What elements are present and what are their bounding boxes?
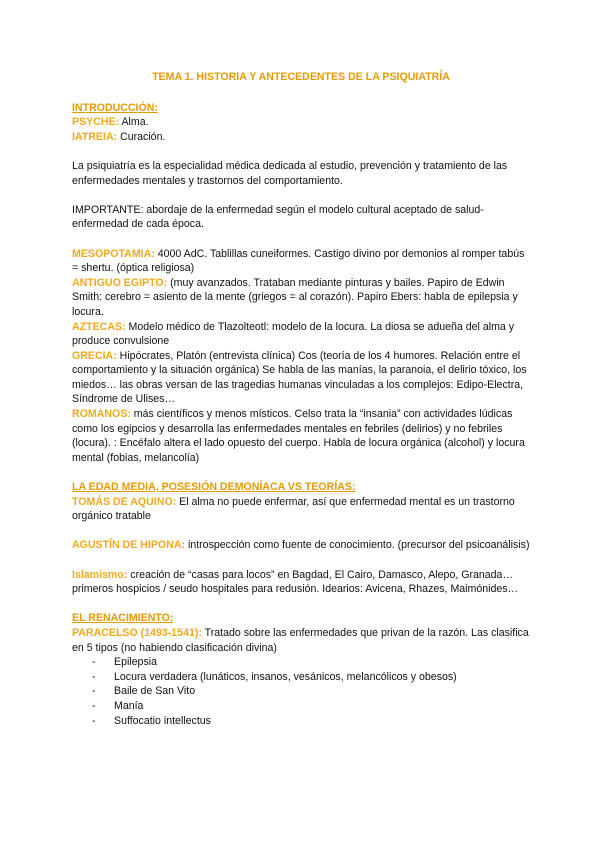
list-item: - Locura verdadera (lunáticos, insanos, vesánicos, melancólicos y obesos) <box>92 670 530 685</box>
iatreia-definition <box>72 130 530 145</box>
islamismo-term: Islamismo: <box>72 568 128 581</box>
page-title: TEMA 1. HISTORIA Y ANTECEDENTES DE LA PSIQUIATRÍA <box>152 71 450 83</box>
section-heading-renacimiento: EL RENACIMIENTO: <box>72 612 174 625</box>
psychiatry-definition: La psiquiatría es la especialidad médica dedicada al estudio, prevención y tratamiento de las enfermedades mentales y trastornos del comportamiento. <box>72 159 508 187</box>
list-item: - Epilepsia <box>92 655 530 670</box>
grecia-paragraph <box>72 349 530 407</box>
list-item: - Manía <box>92 699 530 714</box>
psyche-term: PSYCHE: <box>72 116 120 129</box>
paracelso-text: Tratado sobre las enfermedades que privan de la razón. Las clasifica en 5 tipos (no habiendo clasificación divina) <box>72 626 529 654</box>
mesopotamia-paragraph <box>72 247 530 276</box>
islamismo-paragraph <box>72 568 530 597</box>
iatreia-text: Curación. <box>117 130 166 143</box>
agustin-term: AGUSTÍN DE HIPONA: <box>72 539 186 552</box>
aztecas-text: Modelo médico de Tlazolteotl: modelo de la locura. La diosa se adueña del alma y produce convulsione <box>72 320 515 348</box>
psyche-text: Alma. <box>119 116 149 129</box>
mesopotamia-term: MESOPOTAMIA: <box>72 247 155 260</box>
mesopotamia-text: 4000 AdC. Tablillas cuneiformes. Castigo divino por demonios al romper tabús = shertu. (óptica religiosa) <box>72 247 525 275</box>
important-note: IMPORTANTE: abordaje de la enfermedad según el modelo cultural aceptado de salud-enfermedad de cada época. <box>72 203 484 231</box>
section-heading-introduccion: INTRODUCCIÓN: <box>72 101 158 114</box>
tomas-term: TOMÁS DE AQUINO: <box>72 495 177 508</box>
psyche-definition <box>72 115 530 130</box>
list-item: - Baile de San Vito <box>92 684 530 699</box>
aztecas-term: AZTECAS: <box>72 320 126 333</box>
grecia-text: Hipócrates, Platón (entrevista clínica) Cos (teoría de los 4 humores. Relación entre el comportamiento y la situación orgánica) Se habla de las manías, la paranoia, el delirio tóxico, los miedos… las obras versan de las tragedias humanas vinculadas a los complejos: Edipo-Electra, Síndrome de Ulises… <box>72 349 527 406</box>
list-item: - Suffocatio intellectus <box>92 714 530 729</box>
tomas-paragraph <box>72 495 530 524</box>
madness-types-list <box>72 655 530 728</box>
egipto-text: (muy avanzados. Trataban mediante pinturas y bailes. Papiro de Edwin Smith: cerebro = asiento de la mente (griegos = al corazón). Papiro Ebers: habla de epilepsia y locura. <box>72 276 518 318</box>
section-heading-edad-media: LA EDAD MEDIA, POSESIÓN DEMONÍACA VS TEORÍAS: <box>72 481 356 494</box>
romanos-text: más científicos y menos místicos. Celso trata la “insania” con actividades lúdicas como los egipcios y desarrolla las enfermedades mentales en febriles (delirios) y no febriles (locura). : Encéfalo altera el lado opuesto del cuerpo. Habla de locura orgánica (alcohol) y locura mental (fobias, melancolía) <box>72 408 525 464</box>
aztecas-paragraph <box>72 320 530 349</box>
tomas-text: El alma no puede enfermar, así que enfermedad mental es un trastorno orgánico tratable <box>72 495 515 523</box>
paracelso-paragraph <box>72 626 530 655</box>
paracelso-term: PARACELSO (1493-1541): <box>72 626 202 639</box>
agustin-paragraph <box>72 538 530 553</box>
egipto-term: ANTIGUO EGIPTO: <box>72 276 168 289</box>
egipto-paragraph <box>72 276 530 320</box>
grecia-term: GRECIA: <box>72 349 117 362</box>
romanos-term: ROMANOS: <box>72 408 131 421</box>
iatreia-term: IATREIA: <box>72 130 118 143</box>
agustin-text: introspección como fuente de conocimiento. (precursor del psicoanálisis) <box>185 539 530 552</box>
romanos-paragraph <box>72 407 530 465</box>
islamismo-text: creación de “casas para locos” en Bagdad, El Cairo, Damasco, Alepo, Granada… primeros hospicios / seudo hospitales para redusión. Idearios: Avicena, Rhazes, Maimónides… <box>72 568 519 596</box>
